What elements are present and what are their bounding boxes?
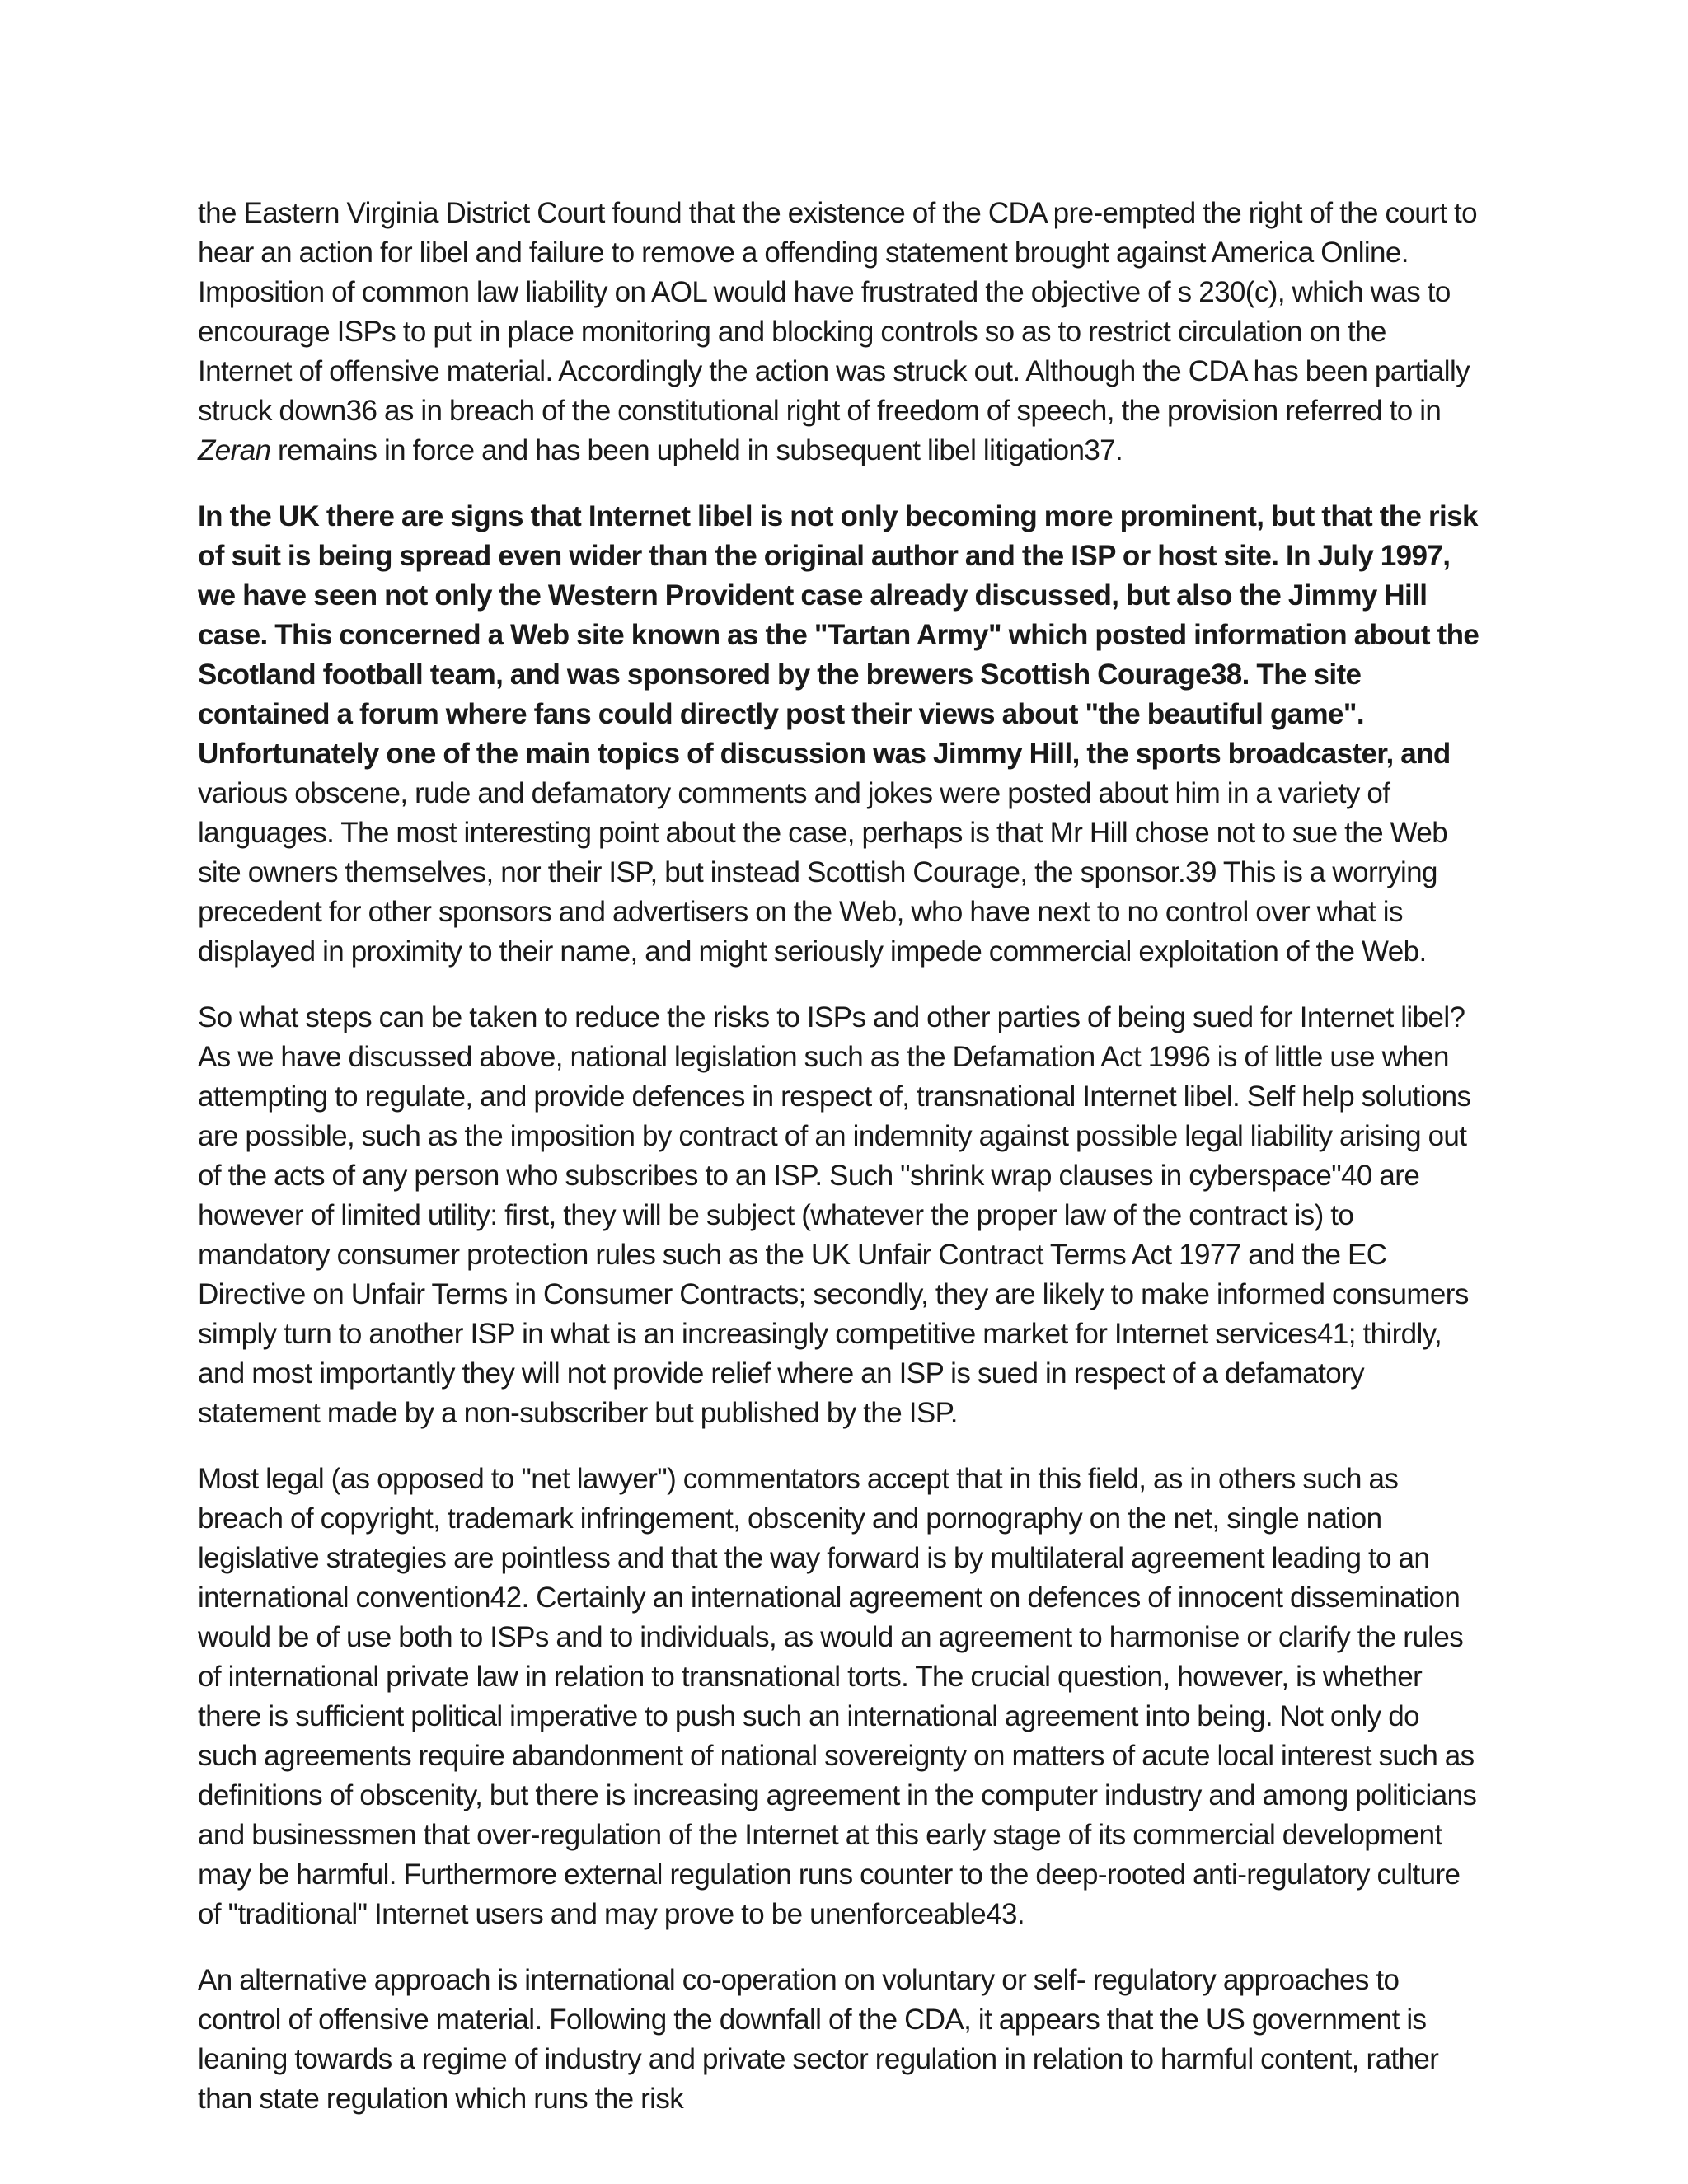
paragraph-text: remains in force and has been upheld in subsequent libel litigation37. (270, 434, 1123, 466)
case-name-italic: Zeran (198, 434, 271, 466)
paragraph-text: various obscene, rude and defamatory comments and jokes were posted about him in a variety of languages. The most interesting point about the case, perhaps is that Mr Hill chose not to sue the Web site owners themselves, nor their ISP, but instead Scottish Courage, the sponsor.39 This is a worrying precedent for other sponsors and advertisers on the Web, who have next to no control over what is displayed in proximity to their name, and might seriously impede commercial exploitation of the Web. (198, 777, 1448, 968)
document-body (198, 194, 1484, 2145)
paragraph-zeran (198, 194, 1484, 471)
bold-text: In the UK there are signs that Internet libel is not only becoming more prominent, but that the risk of suit is being spread even wider than the original author and the ISP or host site. In July 1997, we have seen not only the Western Provident case already discussed, but also the Jimmy Hill case. This concerned a Web site known as the "Tartan Army" which posted information about the Scotland football team, and was sponsored by the brewers Scottish Courage38. The site contained a forum where fans could directly post their views about "the beautiful game". Unfortunately one of the main topics of discussion was Jimmy Hill, the sports broadcaster, and (198, 500, 1479, 770)
paragraph-text: the Eastern Virginia District Court found that the existence of the CDA pre-empted the right of the court to hear an action for libel and failure to remove a offending statement brought against America Online. Imposition of common law liability on AOL would have frustrated the objective of s 230(c), which was to encourage ISPs to put in place monitoring and blocking controls so as to restrict circulation on the Internet of offensive material. Accordingly the action was struck out. Although the CDA has been partially struck down36 as in breach of the constitutional right of freedom of speech, the provision referred to in (198, 197, 1477, 427)
paragraph-reduce-risks: So what steps can be taken to reduce the risks to ISPs and other parties of being sued for Internet libel? As we have discussed above, national legislation such as the Defamation Act 1996 is of little use when attempting to regulate, and provide defences in respect of, transnational Internet libel. Self help solutions are possible, such as the imposition by contract of an indemnity against possible legal liability arising out of the acts of any person who subscribes to an ISP. Such "shrink wrap clauses in cyberspace"40 are however of limited utility: first, they will be subject (whatever the proper law of the contract is) to mandatory consumer protection rules such as the UK Unfair Contract Terms Act 1977 and the EC Directive on Unfair Terms in Consumer Contracts; secondly, they are likely to make informed consumers simply turn to another ISP in what is an increasingly competitive market for Internet services41; thirdly, and most importantly they will not provide relief where an ISP is sued in respect of a defamatory statement made by a non-subscriber but published by the ISP. (198, 1001, 1471, 1429)
paragraph-uk-libel (198, 497, 1484, 972)
paragraph-international-convention: Most legal (as opposed to "net lawyer") commentators accept that in this field, as in others such as breach of copyright, trademark infringement, obscenity and pornography on the net, single nation legislative strategies are pointless and that the way forward is by multilateral agreement leading to an international convention42. Certainly an international agreement on defences of innocent dissemination would be of use both to ISPs and to individuals, as would an agreement to harmonise or clarify the rules of international private law in relation to transnational torts. The crucial question, however, is whether there is sufficient political imperative to push such an international agreement into being. Not only do such agreements require abandonment of national sovereignty on matters of acute local interest such as definitions of obscenity, but there is increasing agreement in the computer industry and among politicians and businessmen that over-regulation of the Internet at this early stage of its commercial development may be harmful. Furthermore external regulation runs counter to the deep-rooted anti-regulatory culture of "traditional" Internet users and may prove to be unenforceable43. (198, 1463, 1477, 1930)
paragraph-self-regulation: An alternative approach is international co-operation on voluntary or self- regulatory approaches to control of offensive material. Following the downfall of the CDA, it appears that the US government is leaning towards a regime of industry and private sector regulation in relation to harmful content, rather than state regulation which runs the risk (198, 1964, 1439, 2115)
